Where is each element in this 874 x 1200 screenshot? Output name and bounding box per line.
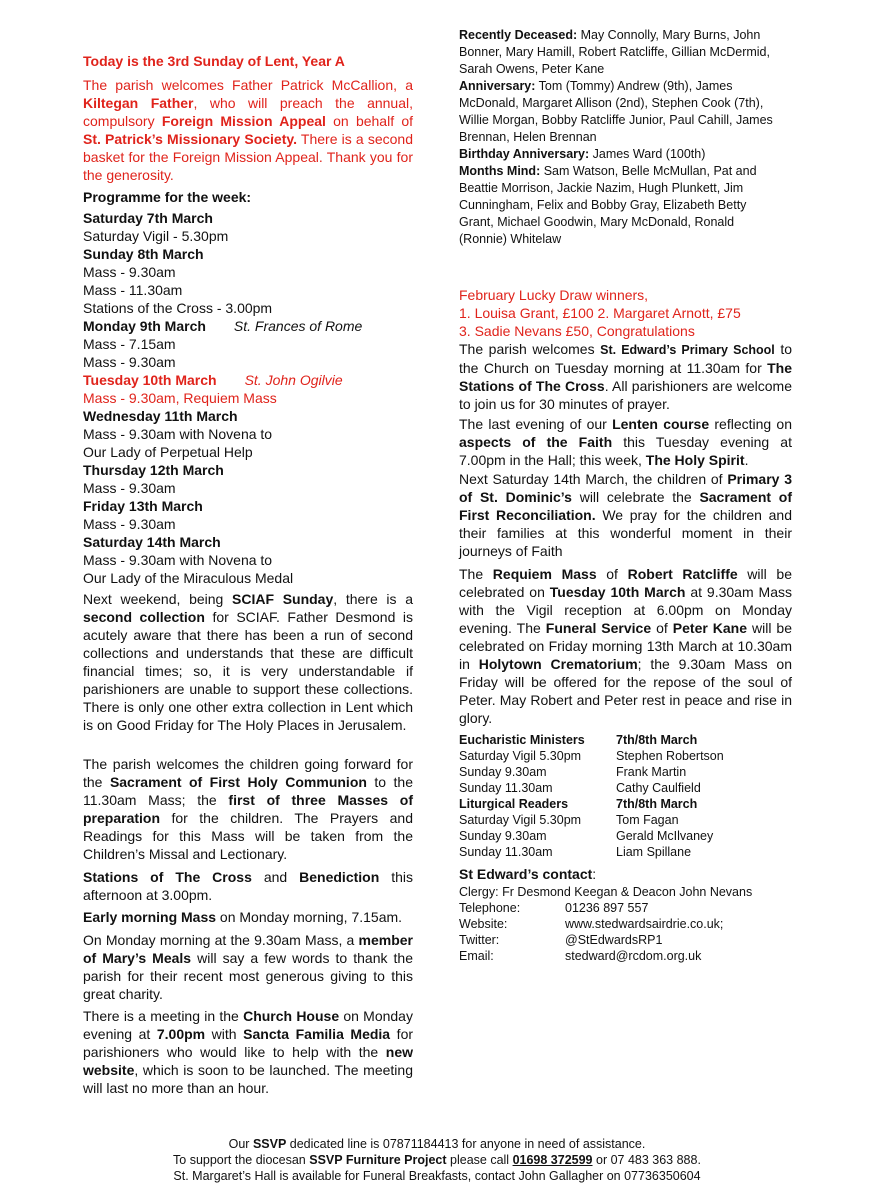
footer	[0, 1136, 874, 1184]
contact-website[interactable]: Website: www.stedwardsairdrie.co.uk;	[459, 917, 724, 931]
lenten-paragraph: The last evening of our Lenten course reflecting on aspects of the Faith this Tuesday evening at 7.00pm in the Hall; this week, The Holy Spirit.	[459, 416, 792, 468]
rota-row: Saturday Vigil 5.30pm Stephen Robertson	[459, 749, 724, 763]
rota-row: Sunday 11.30am Cathy Caulfield	[459, 781, 701, 795]
rota-header: Liturgical Readers 7th/8th March	[459, 797, 698, 811]
programme-day: Monday 9th March St. Frances of Rome	[83, 318, 363, 334]
lucky-draw-line: 1. Louisa Grant, £100 2. Margaret Arnott, £75	[459, 305, 741, 321]
programme-day: Saturday 14th March	[83, 534, 221, 550]
contact-twitter[interactable]: Twitter: @StEdwardsRP1	[459, 933, 663, 947]
reconciliation-paragraph: Next Saturday 14th March, the children of Primary 3 of St. Dominic’s will celebrate the Sacrament of First Reconciliation. We pray for the children and their families at this wonderful moment in their journeys of Faith	[459, 471, 792, 559]
rota-row: Sunday 9.30am Gerald McIlvaney	[459, 829, 714, 843]
saint-name: St. Frances of Rome	[233, 318, 363, 334]
saint-name: St. John Ogilvie	[244, 372, 343, 388]
deceased-list: Recently Deceased: May Connolly, Mary Burns, John Bonner, Mary Hamill, Robert Ratcliffe, Gillian McDermid, Sarah Owens, Peter Kane Anniversary: Tom (Tommy) Andrew (9th), James McDonald, Margaret Allison (2nd), Stephen Cook (7th), Willie Morgan, Bobby Ratcliffe Junior, Paul Cahill, James Brennan, Helen Brennan Birthday Anniversary: James Ward (100th) Months Mind: Sam Watson, Belle McMullan, Pat and Beattie Morrison, Jackie Nazim, Hugh Plunkett, Jim Cunningham, Felix and Bobby Gray, Elizabeth Betty Grant, Michael Goodwin, Mary McDonald, Ronald (Ronnie) Whitelaw	[459, 28, 773, 246]
footer-ssvp-line: Our SSVP dedicated line is 07871184413 for anyone in need of assistance.	[228, 1137, 646, 1151]
welcome-paragraph: The parish welcomes Father Patrick McCallion, a Kiltegan Father, who will preach the annual, compulsory Foreign Mission Appeal on behalf of St. Patrick’s Missionary Society. There is a second basket for the Foreign Mission Appeal. Thank you for the generosity.	[83, 77, 414, 183]
programme-item: Our Lady of the Miraculous Medal	[83, 570, 294, 586]
programme-item: Mass - 9.30am	[83, 354, 176, 370]
sciaf-paragraph: Next weekend, being SCIAF Sunday, there is a second collection for SCIAF. Father Desmond is acutely aware that there has been a run of second collections and understands that these are difficult financial times; so, it is very understandable if parishioners are unable to support these collections. There is only one other extra collection in Lent which is on Good Friday for The Holy Places in Jerusalem.	[83, 591, 414, 733]
sunday-heading: Today is the 3rd Sunday of Lent, Year A	[83, 53, 345, 69]
early-mass-paragraph: Early morning Mass on Monday morning, 7.15am.	[83, 909, 403, 925]
footer-hall-line: St. Margaret’s Hall is available for Funeral Breakfasts, contact John Gallagher on 07736350604	[173, 1169, 701, 1183]
programme-day: Wednesday 11th March	[83, 408, 238, 424]
rota-header: Eucharistic Ministers 7th/8th March	[459, 733, 698, 747]
programme-day: Thursday 12th March	[83, 462, 224, 478]
contact-title: St Edward’s contact:	[459, 866, 597, 882]
footer-furniture-line: To support the diocesan SSVP Furniture Project please call 01698 372599 or 07 483 363 888.	[173, 1153, 701, 1167]
programme-item: Mass - 7.15am	[83, 336, 176, 352]
clergy-line: Clergy: Fr Desmond Keegan & Deacon John Nevans	[459, 885, 753, 899]
programme-item: Mass - 9.30am	[83, 264, 176, 280]
programme-item: Mass - 9.30am	[83, 516, 176, 532]
programme-list	[83, 209, 413, 587]
stations-paragraph: Stations of The Cross and Benediction this afternoon at 3.00pm.	[83, 869, 414, 903]
requiem-paragraph: The Requiem Mass of Robert Ratcliffe will be celebrated on Tuesday 10th March at 9.30am Mass with the Vigil reception at 6.00pm on Monday evening. The Funeral Service of Peter Kane will be celebrated on Friday morning 13th March at 10.30am in Holytown Crematorium; the 9.30am Mass on Friday will be offered for the repose of the soul of Peter. May Robert and Peter rest in peace and rise in glory.	[459, 566, 792, 726]
ministers-rota	[459, 732, 792, 860]
programme-day: Friday 13th March	[83, 498, 203, 514]
programme-day: Tuesday 10th March St. John Ogilvie	[83, 372, 343, 388]
school-paragraph: The parish welcomes St. Edward’s Primary School to the Church on Tuesday morning at 11.30am for The Stations of The Cross. All parishioners are welcome to join us for 30 minutes of prayer.	[459, 341, 792, 412]
programme-item: Saturday Vigil - 5.30pm	[83, 228, 229, 244]
communion-paragraph: The parish welcomes the children going forward for the Sacrament of First Holy Communion to the 11.30am Mass; the first of three Masses of preparation for the children. The Prayers and Readings for this Mass will be taken from the Children’s Missal and Lectionary.	[83, 756, 414, 862]
rota-row: Sunday 11.30am Liam Spillane	[459, 845, 692, 859]
meeting-paragraph: There is a meeting in the Church House on Monday evening at 7.00pm with Sancta Familia Media for parishioners who would like to help with the new website, which is soon to be launched. The meeting will last no more than an hour.	[83, 1008, 414, 1096]
lucky-draw	[459, 286, 792, 340]
programme-item: Mass - 11.30am	[83, 282, 183, 298]
rota-row: Saturday Vigil 5.30pm Tom Fagan	[459, 813, 679, 827]
programme-title: Programme for the week:	[83, 189, 252, 205]
programme-item: Mass - 9.30am with Novena to	[83, 552, 273, 568]
contact-details	[459, 884, 792, 964]
programme-item: Mass - 9.30am	[83, 480, 176, 496]
programme-item: Stations of the Cross - 3.00pm	[83, 300, 273, 316]
lucky-draw-line: February Lucky Draw winners,	[459, 287, 649, 303]
marys-meals-paragraph: On Monday morning at the 9.30am Mass, a member of Mary’s Meals will say a few words to thank the parish for their recent most generous giving to this great charity.	[83, 932, 413, 1002]
programme-day: Sunday 8th March	[83, 246, 204, 262]
programme-item: Our Lady of Perpetual Help	[83, 444, 253, 460]
rota-row: Sunday 9.30am Frank Martin	[459, 765, 687, 779]
programme-item: Mass - 9.30am with Novena to	[83, 426, 273, 442]
programme-item: Mass - 9.30am, Requiem Mass	[83, 390, 277, 406]
contact-email[interactable]: Email: stedward@rcdom.org.uk	[459, 949, 702, 963]
lucky-draw-line: 3. Sadie Nevans £50, Congratulations	[459, 323, 695, 339]
programme-day: Saturday 7th March	[83, 210, 213, 226]
contact-telephone: Telephone: 01236 897 557	[459, 901, 649, 915]
